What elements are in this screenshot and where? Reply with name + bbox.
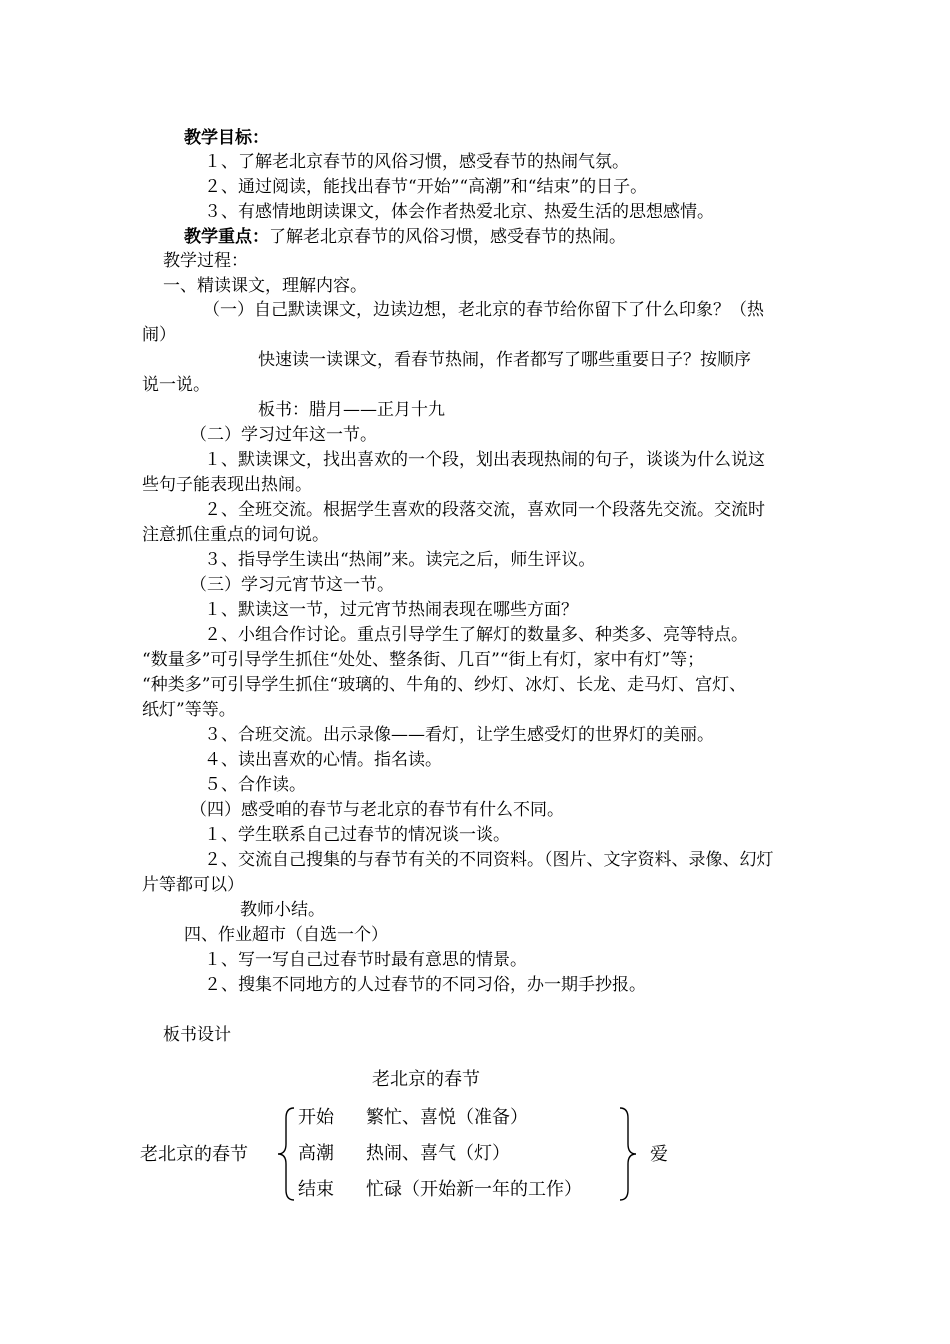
paragraph-line: １、写一写自己过春节时最有意思的情景。 <box>204 950 527 970</box>
paragraph-line: 些句子能表现出热闹。 <box>142 475 312 495</box>
paragraph-line: ２、全班交流。根据学生喜欢的段落交流，喜欢同一个段落先交流。交流时 <box>204 500 765 520</box>
board-stage: 高潮 <box>298 1143 334 1164</box>
right-brace-icon <box>618 1106 638 1202</box>
paragraph-line: 片等都可以） <box>142 875 244 895</box>
paragraph-line: 注意抓住重点的词句说。 <box>142 525 329 545</box>
board-desc: 热闹、喜气（灯） <box>366 1143 510 1164</box>
paragraph-line: １、默读课文，找出喜欢的一个段，划出表现热闹的句子，谈谈为什么说这 <box>204 450 765 470</box>
board-note: 板书：腊月——正月十九 <box>258 400 445 420</box>
board-left-label: 老北京的春节 <box>140 1144 248 1165</box>
paragraph-line: 纸灯”等等。 <box>142 700 236 720</box>
paragraph-line: ２、搜集不同地方的人过春节的不同习俗，办一期手抄报。 <box>204 975 646 995</box>
board-desc: 繁忙、喜悦（准备） <box>366 1107 528 1128</box>
teacher-summary: 教师小结。 <box>240 900 325 920</box>
board-desc: 忙碌（开始新一年的工作） <box>366 1179 582 1200</box>
paragraph-line: “种类多”可引导学生抓住“玻璃的、牛角的、纱灯、冰灯、长龙、走马灯、宫灯、 <box>142 675 747 695</box>
board-right-label: 爱 <box>650 1144 668 1165</box>
process-heading: 教学过程： <box>163 251 248 271</box>
board-design-heading: 板书设计 <box>163 1025 231 1045</box>
board-title: 老北京的春节 <box>372 1069 480 1090</box>
goal-item: ３、有感情地朗读课文，体会作者热爱北京、热爱生活的思想感情。 <box>204 202 714 222</box>
part3-heading: （三）学习元宵节这一节。 <box>190 575 394 595</box>
board-stage: 结束 <box>298 1179 334 1200</box>
goal-item: １、了解老北京春节的风俗习惯，感受春节的热闹气氛。 <box>204 152 629 172</box>
part2-heading: （二）学习过年这一节。 <box>190 425 377 445</box>
key-point-line <box>184 225 626 249</box>
paragraph-line: ２、小组合作讨论。重点引导学生了解灯的数量多、种类多、亮等特点。 <box>204 625 748 645</box>
paragraph-line: ５、合作读。 <box>204 775 306 795</box>
paragraph-line: １、默读这一节，过元宵节热闹表现在哪些方面？ <box>204 600 578 620</box>
key-point-text: 了解老北京春节的风俗习惯，感受春节的热闹。 <box>269 227 626 247</box>
section1-heading: 一、精读课文，理解内容。 <box>163 276 367 296</box>
paragraph-line: １、学生联系自己过春节的情况谈一谈。 <box>204 825 510 845</box>
board-stage: 开始 <box>298 1107 334 1128</box>
key-point-heading: 教学重点： <box>184 227 269 247</box>
section4-heading: 四、作业超市（自选一个） <box>184 925 388 945</box>
paragraph-line: ３、合班交流。出示录像——看灯，让学生感受灯的世界灯的美丽。 <box>204 725 714 745</box>
paragraph-line: （一）自己默读课文，边读边想，老北京的春节给你留下了什么印象？（热 <box>203 300 764 320</box>
paragraph-line: 说一说。 <box>142 375 210 395</box>
paragraph-line: ３、指导学生读出“热闹”来。读完之后，师生评议。 <box>204 550 596 570</box>
paragraph-line: 快速读一读课文，看春节热闹，作者都写了哪些重要日子？按顺序 <box>258 350 751 370</box>
part4-heading: （四）感受咱的春节与老北京的春节有什么不同。 <box>190 800 564 820</box>
goals-heading: 教学目标： <box>184 128 269 148</box>
goal-item: ２、通过阅读，能找出春节“开始”“高潮”和“结束”的日子。 <box>204 177 648 197</box>
paragraph-line: 闹） <box>142 325 176 345</box>
paragraph-line: ４、读出喜欢的心情。指名读。 <box>204 750 442 770</box>
left-brace-icon <box>276 1106 296 1202</box>
paragraph-line: “数量多”可引导学生抓住“处处、整条街、几百”“街上有灯，家中有灯”等； <box>142 650 705 670</box>
paragraph-line: ２、交流自己搜集的与春节有关的不同资料。（图片、文字资料、录像、幻灯 <box>204 850 774 870</box>
